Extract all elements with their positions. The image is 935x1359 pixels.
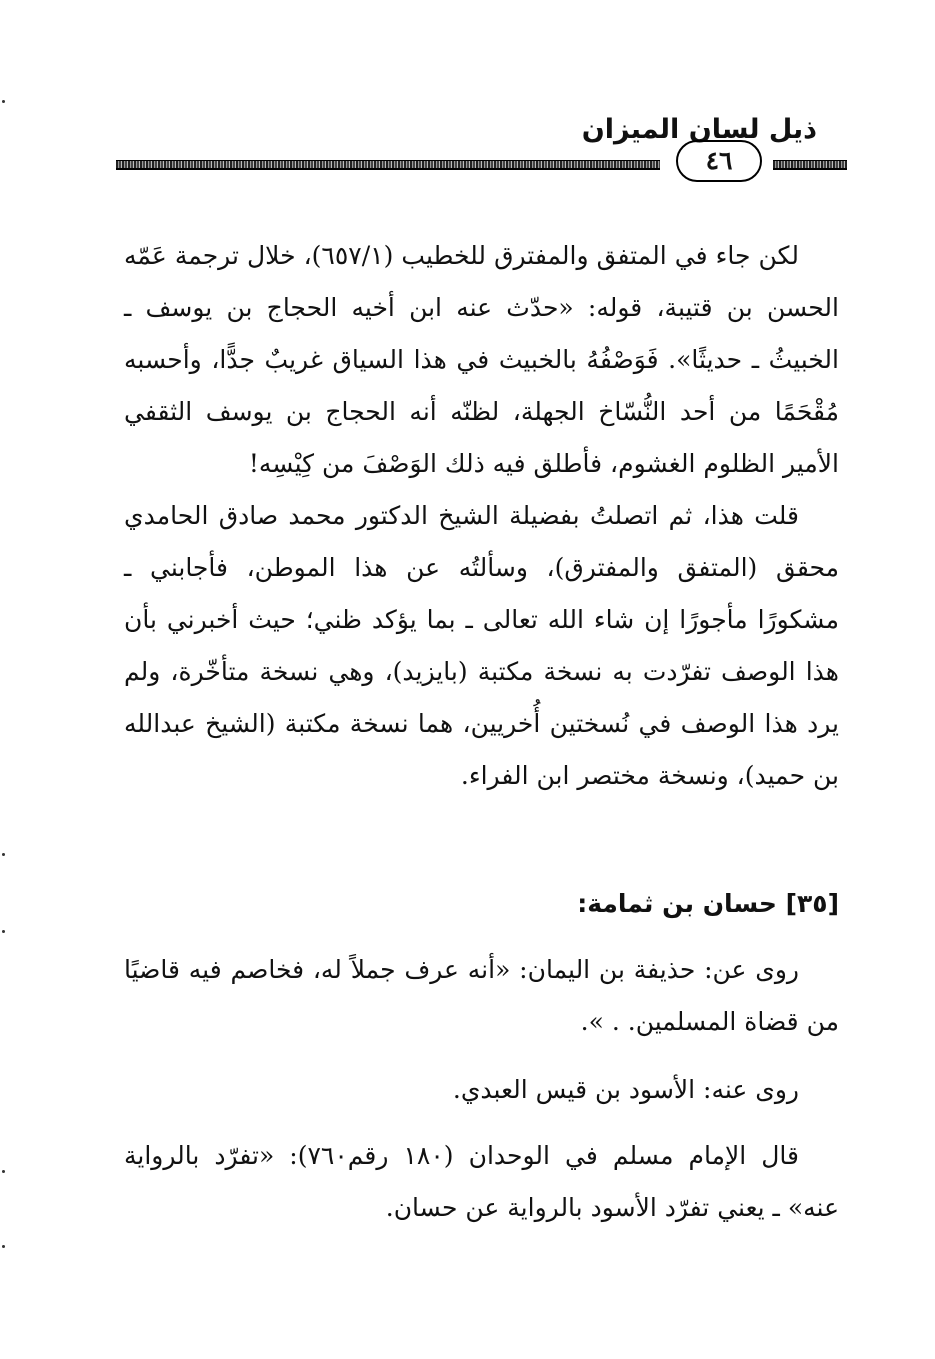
paragraph-muslim-note: قال الإمام مسلم في الوحدان (١٨٠ رقم٧٦٠): «تفرّد بالرواية عنه» ـ يعني تفرّد الأسود بالرواية عن حسان. bbox=[124, 1141, 839, 1222]
page-number: ٤٦ bbox=[676, 140, 762, 182]
paragraph-narrated-from: روى عن: حذيفة بن اليمان: «أنه عرف جملاً له، فخاصم فيه قاضيًا من قضاة المسلمين. . ». bbox=[124, 955, 839, 1036]
header-rule-short bbox=[773, 160, 847, 170]
paragraph-2: قلت هذا، ثم اتصلتُ بفضيلة الشيخ الدكتور محمد صادق الحامدي محقق (المتفق والمفترق)، وسألتُه عن هذا الموطن، فأجابني ـ مشكورًا مأجورًا إن شاء الله تعالى ـ بما يؤكد ظني؛ حيث أخبرني بأن هذا الوصف تفرّدت به نسخة مكتبة (بايزيد)، وهي نسخة متأخّرة، ولم يرد هذا الوصف في نُسختين أُخريين، هما نسخة مكتبة (الشيخ عبدالله بن حميد)، ونسخة مختصر ابن الفراء. bbox=[124, 501, 839, 790]
running-header-title: ذيل لسان الميزان bbox=[581, 114, 817, 145]
paragraph-narrated-by: روى عنه: الأسود بن قيس العبدي. bbox=[452, 1075, 799, 1104]
header-rule bbox=[116, 160, 660, 170]
margin-speck bbox=[2, 1170, 5, 1173]
paragraph-1: لكن جاء في المتفق والمفترق للخطيب (٦٥٧/١)، خلال ترجمة عَمّه الحسن بن قتيبة، قوله: «حدّث عنه ابن أخيه الحجاج بن يوسف ـ الخبيثُ ـ حديثًا». فَوَصْفُهُ بالخبيث في هذا السياق غريبٌ جدًّا، وأحسبه مُقْحَمًا من أحد النُّسّاخ الجهلة، لظنّه أنه الحجاج بن يوسف الثقفي الأمير الظلوم الغشوم، فأطلق فيه ذلك الوَصْفَ من كِيْسِه! bbox=[124, 241, 839, 478]
margin-speck bbox=[2, 1245, 5, 1248]
margin-speck bbox=[2, 930, 5, 933]
margin-speck bbox=[2, 100, 5, 103]
entry-heading: [٣٥] حسان بن ثمامة: bbox=[577, 889, 839, 918]
margin-speck bbox=[2, 853, 5, 856]
